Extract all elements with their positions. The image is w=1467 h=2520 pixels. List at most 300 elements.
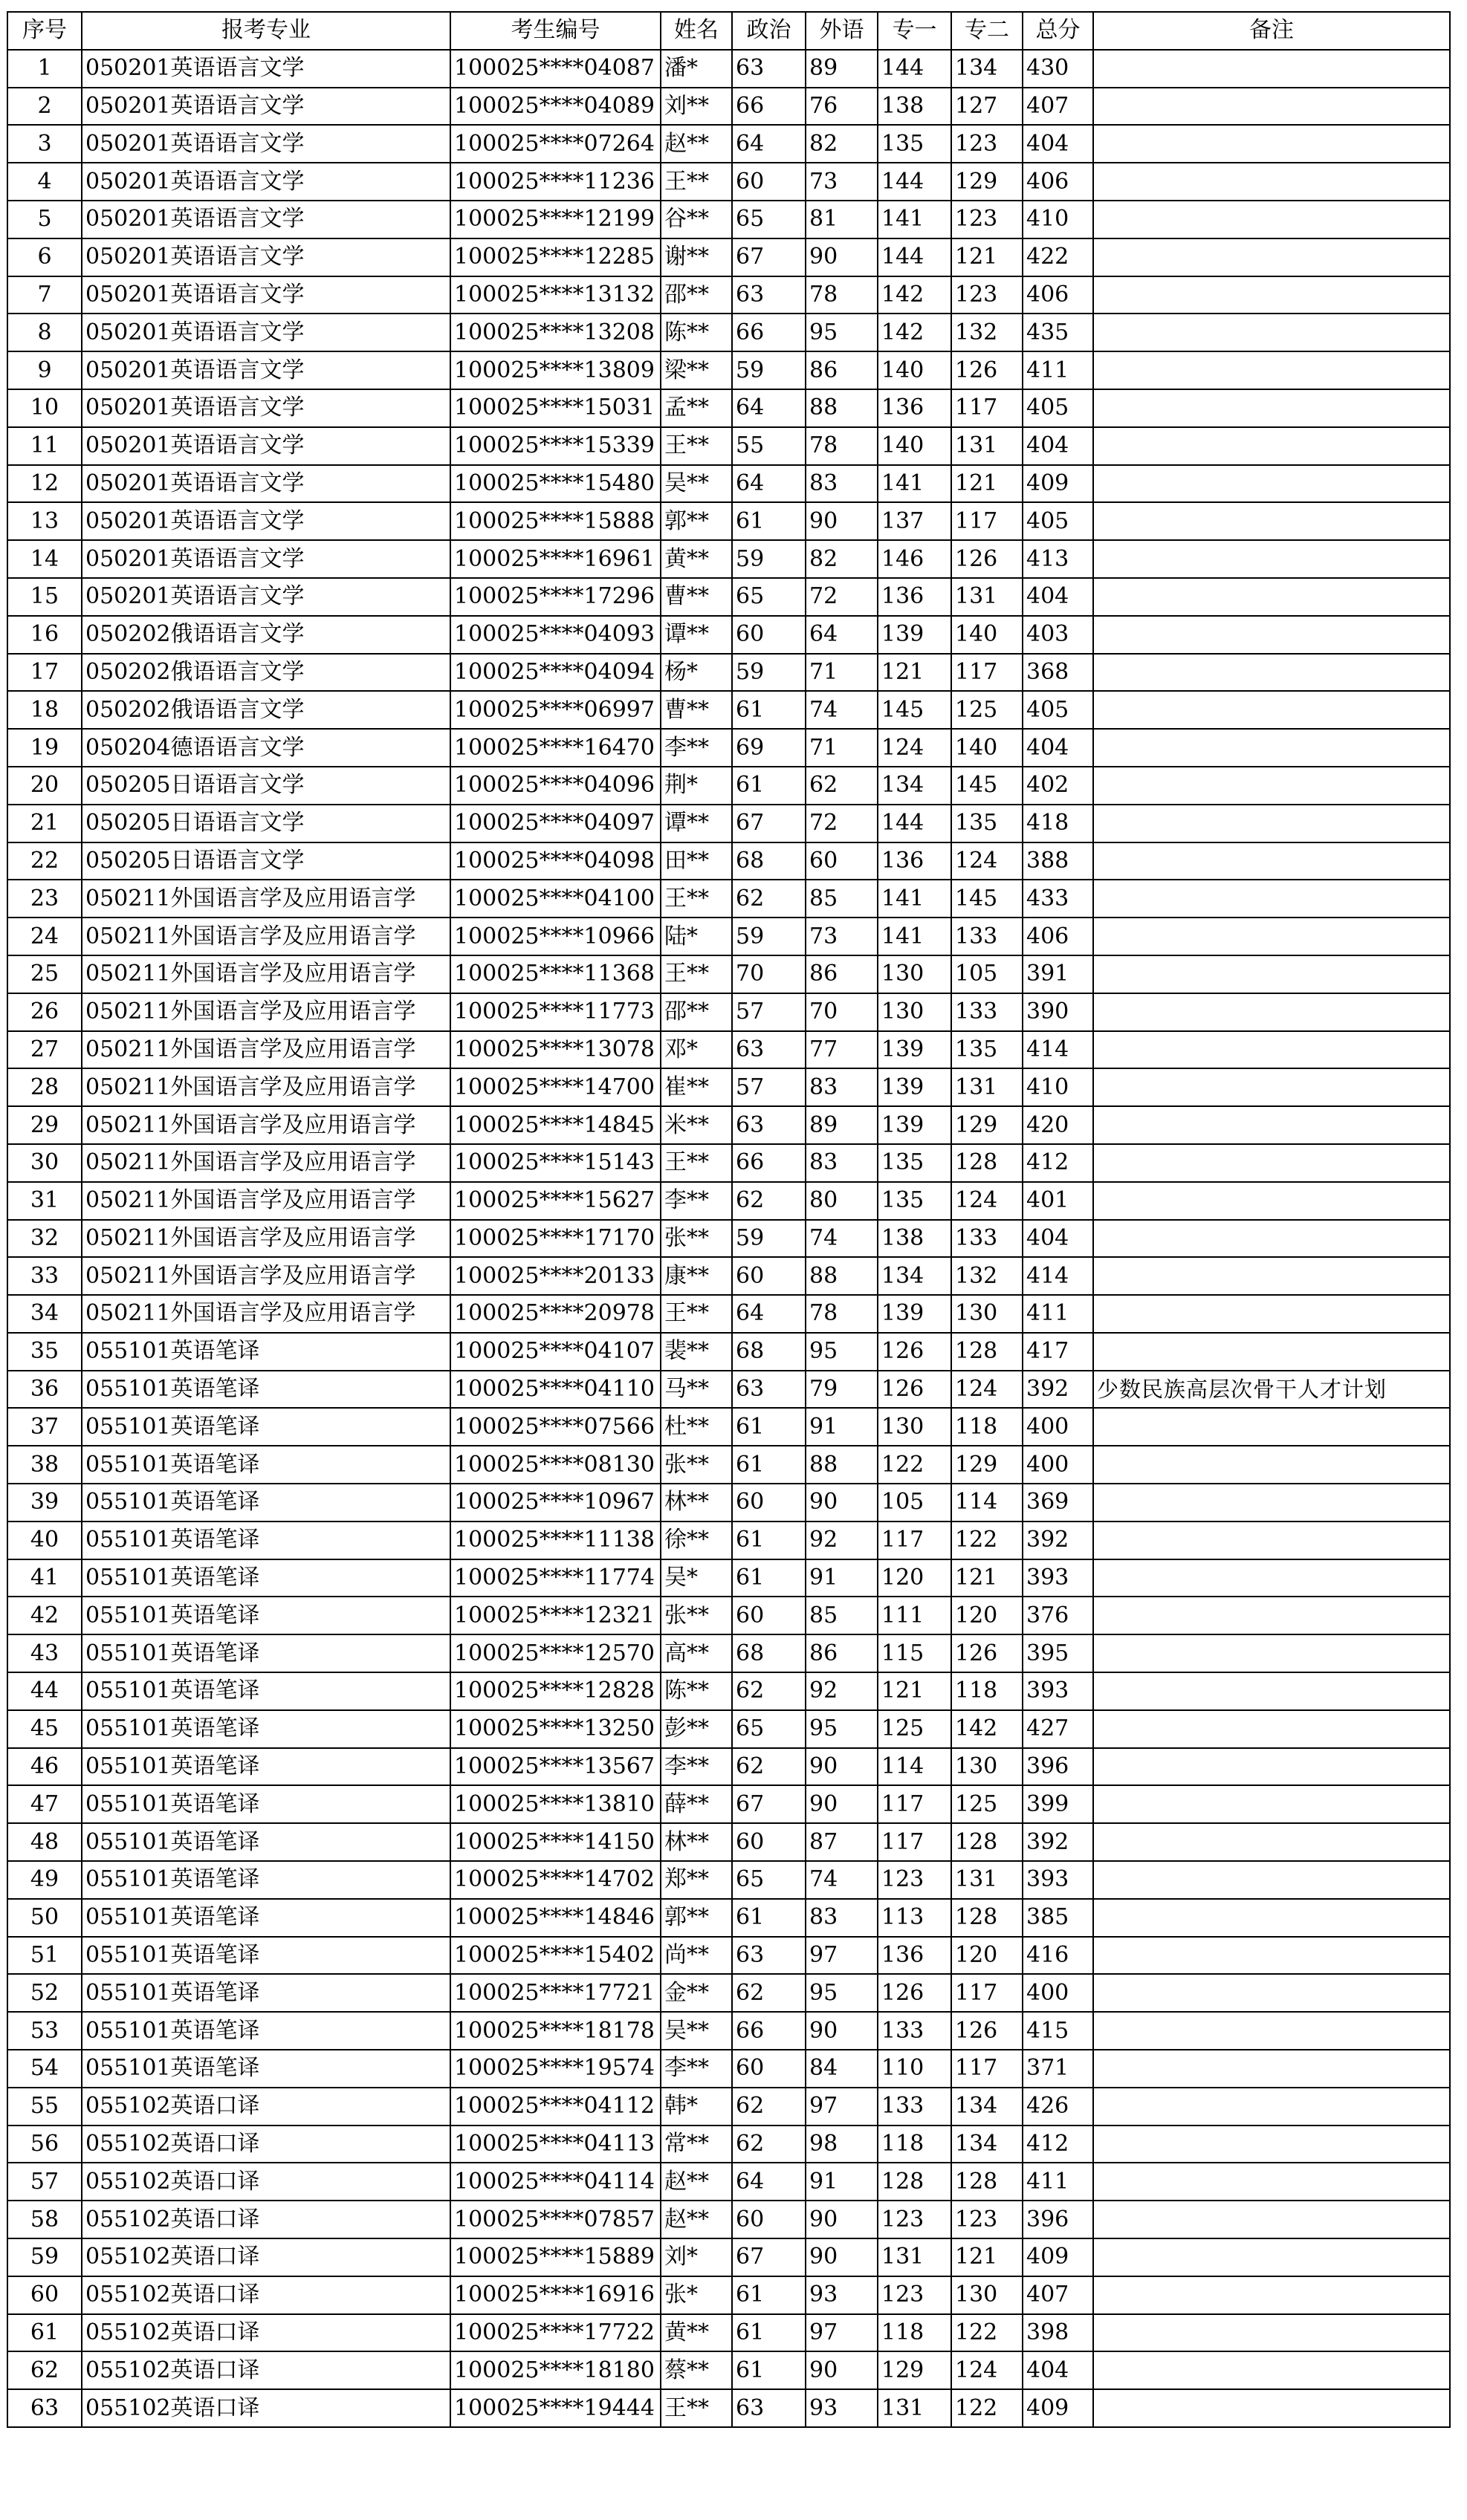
cell-exam-id: 100025****12199 — [450, 201, 661, 238]
table-row — [7, 654, 1450, 692]
cell-total: 413 — [1023, 540, 1093, 578]
cell-name: 陆* — [661, 918, 732, 955]
cell-major: 055101英语笔译 — [82, 1672, 450, 1710]
cell-politics: 60 — [732, 1597, 806, 1634]
cell-exam-id: 100025****12570 — [450, 1634, 661, 1672]
table-row — [7, 880, 1450, 918]
cell-seq: 27 — [7, 1031, 82, 1069]
cell-exam-id: 100025****04096 — [450, 767, 661, 805]
table-row — [7, 163, 1450, 201]
cell-total: 376 — [1023, 1597, 1093, 1634]
table-row — [7, 1559, 1450, 1597]
table-row — [7, 2126, 1450, 2163]
cell-subject-2: 125 — [951, 1785, 1023, 1823]
cell-exam-id: 100025****11138 — [450, 1522, 661, 1559]
cell-subject-2: 140 — [951, 616, 1023, 654]
cell-subject-1: 114 — [878, 1748, 951, 1786]
cell-total: 422 — [1023, 238, 1093, 276]
cell-foreign-language: 72 — [806, 805, 878, 842]
cell-seq: 8 — [7, 314, 82, 351]
cell-name: 黄** — [661, 540, 732, 578]
cell-foreign-language: 90 — [806, 2351, 878, 2389]
cell-politics: 61 — [732, 1408, 806, 1446]
cell-total: 409 — [1023, 465, 1093, 503]
cell-name: 薛** — [661, 1785, 732, 1823]
cell-foreign-language: 72 — [806, 578, 878, 616]
cell-seq: 43 — [7, 1634, 82, 1672]
cell-total: 392 — [1023, 1371, 1093, 1409]
cell-seq: 63 — [7, 2389, 82, 2427]
cell-politics: 60 — [732, 1484, 806, 1522]
cell-foreign-language: 76 — [806, 88, 878, 126]
cell-exam-id: 100025****15480 — [450, 465, 661, 503]
cell-remarks — [1093, 1031, 1450, 1069]
cell-subject-1: 125 — [878, 1710, 951, 1748]
table-row — [7, 1295, 1450, 1333]
cell-name: 康** — [661, 1257, 732, 1295]
cell-foreign-language: 95 — [806, 1333, 878, 1371]
cell-politics: 63 — [732, 2389, 806, 2427]
cell-major: 055102英语口译 — [82, 2314, 450, 2352]
cell-foreign-language: 90 — [806, 1748, 878, 1786]
table-row — [7, 2314, 1450, 2352]
cell-foreign-language: 86 — [806, 351, 878, 389]
cell-name: 吴** — [661, 2012, 732, 2050]
cell-total: 393 — [1023, 1861, 1093, 1899]
cell-remarks — [1093, 1257, 1450, 1295]
cell-subject-2: 130 — [951, 2276, 1023, 2314]
admission-score-table — [7, 11, 1451, 2428]
cell-exam-id: 100025****04098 — [450, 842, 661, 880]
cell-subject-1: 120 — [878, 1559, 951, 1597]
cell-subject-1: 117 — [878, 1823, 951, 1861]
cell-exam-id: 100025****11773 — [450, 993, 661, 1031]
cell-exam-id: 100025****08130 — [450, 1446, 661, 1484]
cell-name: 杨* — [661, 654, 732, 692]
cell-remarks — [1093, 1144, 1450, 1182]
table-row — [7, 465, 1450, 503]
cell-remarks — [1093, 125, 1450, 163]
cell-remarks — [1093, 1220, 1450, 1258]
cell-subject-2: 120 — [951, 1597, 1023, 1634]
cell-name: 马** — [661, 1371, 732, 1409]
table-row — [7, 616, 1450, 654]
cell-remarks — [1093, 1861, 1450, 1899]
cell-major: 055101英语笔译 — [82, 1748, 450, 1786]
cell-foreign-language: 91 — [806, 2163, 878, 2201]
cell-foreign-language: 85 — [806, 880, 878, 918]
cell-subject-1: 123 — [878, 1861, 951, 1899]
cell-major: 050201英语语言文学 — [82, 163, 450, 201]
cell-remarks — [1093, 2126, 1450, 2163]
cell-major: 055101英语笔译 — [82, 2012, 450, 2050]
table-row — [7, 1446, 1450, 1484]
cell-subject-2: 114 — [951, 1484, 1023, 1522]
cell-name: 金** — [661, 1974, 732, 2012]
cell-subject-2: 134 — [951, 50, 1023, 88]
cell-major: 050202俄语语言文学 — [82, 616, 450, 654]
table-row — [7, 427, 1450, 465]
cell-name: 梁** — [661, 351, 732, 389]
cell-total: 404 — [1023, 427, 1093, 465]
cell-subject-2: 126 — [951, 1634, 1023, 1672]
cell-major: 050211外国语言学及应用语言学 — [82, 1106, 450, 1144]
cell-name: 田** — [661, 842, 732, 880]
cell-subject-2: 128 — [951, 2163, 1023, 2201]
cell-subject-1: 126 — [878, 1371, 951, 1409]
cell-exam-id: 100025****04089 — [450, 88, 661, 126]
cell-subject-2: 131 — [951, 427, 1023, 465]
cell-foreign-language: 92 — [806, 1672, 878, 1710]
cell-subject-2: 132 — [951, 314, 1023, 351]
cell-total: 404 — [1023, 1220, 1093, 1258]
table-row — [7, 1257, 1450, 1295]
cell-subject-2: 126 — [951, 351, 1023, 389]
cell-foreign-language: 88 — [806, 1257, 878, 1295]
cell-exam-id: 100025****15031 — [450, 389, 661, 427]
cell-seq: 28 — [7, 1068, 82, 1106]
cell-major: 055101英语笔译 — [82, 2050, 450, 2088]
cell-subject-2: 117 — [951, 502, 1023, 540]
cell-seq: 23 — [7, 880, 82, 918]
cell-total: 385 — [1023, 1899, 1093, 1937]
cell-remarks — [1093, 1634, 1450, 1672]
cell-name: 潘* — [661, 50, 732, 88]
cell-name: 崔** — [661, 1068, 732, 1106]
cell-major: 050201英语语言文学 — [82, 427, 450, 465]
cell-politics: 59 — [732, 1220, 806, 1258]
cell-foreign-language: 71 — [806, 654, 878, 692]
cell-foreign-language: 78 — [806, 276, 878, 314]
table-row — [7, 1861, 1450, 1899]
cell-name: 孟** — [661, 389, 732, 427]
cell-major: 050202俄语语言文学 — [82, 654, 450, 692]
cell-total: 435 — [1023, 314, 1093, 351]
cell-exam-id: 100025****13250 — [450, 1710, 661, 1748]
cell-name: 王** — [661, 880, 732, 918]
table-row — [7, 2351, 1450, 2389]
cell-subject-2: 123 — [951, 125, 1023, 163]
cell-subject-2: 121 — [951, 465, 1023, 503]
cell-subject-2: 117 — [951, 654, 1023, 692]
cell-subject-2: 131 — [951, 578, 1023, 616]
cell-remarks — [1093, 805, 1450, 842]
cell-foreign-language: 74 — [806, 1861, 878, 1899]
cell-seq: 55 — [7, 2088, 82, 2126]
table-row — [7, 578, 1450, 616]
cell-subject-1: 139 — [878, 1106, 951, 1144]
cell-total: 395 — [1023, 1634, 1093, 1672]
cell-politics: 59 — [732, 351, 806, 389]
cell-foreign-language: 93 — [806, 2389, 878, 2427]
cell-subject-2: 121 — [951, 238, 1023, 276]
cell-politics: 61 — [732, 2351, 806, 2389]
cell-seq: 4 — [7, 163, 82, 201]
cell-foreign-language: 90 — [806, 2238, 878, 2276]
cell-total: 388 — [1023, 842, 1093, 880]
cell-politics: 57 — [732, 993, 806, 1031]
cell-remarks — [1093, 502, 1450, 540]
cell-name: 林** — [661, 1823, 732, 1861]
cell-seq: 40 — [7, 1522, 82, 1559]
cell-name: 张** — [661, 1446, 732, 1484]
cell-foreign-language: 90 — [806, 238, 878, 276]
cell-subject-2: 122 — [951, 2389, 1023, 2427]
cell-seq: 22 — [7, 842, 82, 880]
cell-foreign-language: 81 — [806, 201, 878, 238]
cell-total: 409 — [1023, 2238, 1093, 2276]
cell-name: 蔡** — [661, 2351, 732, 2389]
cell-exam-id: 100025****15888 — [450, 502, 661, 540]
cell-subject-1: 142 — [878, 276, 951, 314]
cell-seq: 51 — [7, 1937, 82, 1975]
cell-politics: 62 — [732, 1748, 806, 1786]
cell-name: 韩* — [661, 2088, 732, 2126]
cell-major: 050211外国语言学及应用语言学 — [82, 993, 450, 1031]
cell-total: 410 — [1023, 1068, 1093, 1106]
cell-subject-1: 133 — [878, 2088, 951, 2126]
cell-seq: 24 — [7, 918, 82, 955]
cell-subject-2: 128 — [951, 1144, 1023, 1182]
table-row — [7, 502, 1450, 540]
cell-foreign-language: 78 — [806, 1295, 878, 1333]
cell-seq: 42 — [7, 1597, 82, 1634]
table-row — [7, 276, 1450, 314]
cell-exam-id: 100025****04100 — [450, 880, 661, 918]
cell-name: 荆* — [661, 767, 732, 805]
cell-name: 刘** — [661, 88, 732, 126]
cell-name: 常** — [661, 2126, 732, 2163]
cell-politics: 62 — [732, 1974, 806, 2012]
cell-foreign-language: 64 — [806, 616, 878, 654]
cell-foreign-language: 95 — [806, 1974, 878, 2012]
cell-name: 杜** — [661, 1408, 732, 1446]
table-row — [7, 955, 1450, 993]
cell-exam-id: 100025****04114 — [450, 2163, 661, 2201]
cell-politics: 62 — [732, 1672, 806, 1710]
cell-name: 谷** — [661, 201, 732, 238]
cell-name: 郭** — [661, 502, 732, 540]
cell-total: 412 — [1023, 2126, 1093, 2163]
cell-subject-1: 134 — [878, 767, 951, 805]
header-foreign-language: 外语 — [806, 12, 878, 50]
cell-subject-1: 117 — [878, 1785, 951, 1823]
cell-name: 吴** — [661, 465, 732, 503]
cell-politics: 66 — [732, 88, 806, 126]
cell-remarks — [1093, 540, 1450, 578]
cell-foreign-language: 83 — [806, 1068, 878, 1106]
table-row — [7, 1484, 1450, 1522]
cell-subject-1: 124 — [878, 729, 951, 767]
cell-seq: 35 — [7, 1333, 82, 1371]
cell-remarks — [1093, 2088, 1450, 2126]
cell-exam-id: 100025****12828 — [450, 1672, 661, 1710]
cell-politics: 61 — [732, 1899, 806, 1937]
cell-seq: 61 — [7, 2314, 82, 2352]
cell-remarks — [1093, 1522, 1450, 1559]
header-politics: 政治 — [732, 12, 806, 50]
cell-remarks — [1093, 1748, 1450, 1786]
cell-politics: 57 — [732, 1068, 806, 1106]
cell-exam-id: 100025****17296 — [450, 578, 661, 616]
cell-name: 王** — [661, 427, 732, 465]
cell-subject-1: 111 — [878, 1597, 951, 1634]
cell-foreign-language: 74 — [806, 691, 878, 729]
cell-politics: 61 — [732, 767, 806, 805]
cell-exam-id: 100025****06997 — [450, 691, 661, 729]
cell-seq: 46 — [7, 1748, 82, 1786]
cell-subject-1: 135 — [878, 1144, 951, 1182]
cell-seq: 62 — [7, 2351, 82, 2389]
cell-foreign-language: 88 — [806, 389, 878, 427]
cell-exam-id: 100025****17721 — [450, 1974, 661, 2012]
header-remarks: 备注 — [1093, 12, 1450, 50]
cell-exam-id: 100025****11368 — [450, 955, 661, 993]
cell-subject-2: 117 — [951, 1974, 1023, 2012]
cell-remarks — [1093, 918, 1450, 955]
cell-total: 396 — [1023, 1748, 1093, 1786]
cell-remarks — [1093, 1295, 1450, 1333]
cell-major: 050211外国语言学及应用语言学 — [82, 1220, 450, 1258]
table-row — [7, 1182, 1450, 1220]
cell-politics: 62 — [732, 2088, 806, 2126]
cell-total: 404 — [1023, 578, 1093, 616]
cell-exam-id: 100025****11774 — [450, 1559, 661, 1597]
cell-politics: 65 — [732, 578, 806, 616]
cell-politics: 68 — [732, 1634, 806, 1672]
cell-exam-id: 100025****14846 — [450, 1899, 661, 1937]
cell-seq: 19 — [7, 729, 82, 767]
cell-total: 400 — [1023, 1974, 1093, 2012]
cell-seq: 15 — [7, 578, 82, 616]
cell-major: 050205日语语言文学 — [82, 767, 450, 805]
cell-foreign-language: 90 — [806, 502, 878, 540]
cell-exam-id: 100025****16470 — [450, 729, 661, 767]
cell-total: 416 — [1023, 1937, 1093, 1975]
table-row — [7, 1522, 1450, 1559]
cell-remarks — [1093, 163, 1450, 201]
cell-remarks — [1093, 1785, 1450, 1823]
cell-politics: 67 — [732, 1785, 806, 1823]
table-row — [7, 1937, 1450, 1975]
cell-subject-2: 129 — [951, 1106, 1023, 1144]
cell-seq: 59 — [7, 2238, 82, 2276]
cell-name: 尚** — [661, 1937, 732, 1975]
table-row — [7, 125, 1450, 163]
cell-exam-id: 100025****15889 — [450, 2238, 661, 2276]
cell-exam-id: 100025****10967 — [450, 1484, 661, 1522]
cell-name: 张** — [661, 1220, 732, 1258]
cell-total: 407 — [1023, 88, 1093, 126]
table-row — [7, 993, 1450, 1031]
cell-foreign-language: 83 — [806, 1899, 878, 1937]
cell-major: 050201英语语言文学 — [82, 314, 450, 351]
cell-name: 王** — [661, 1144, 732, 1182]
cell-subject-1: 144 — [878, 238, 951, 276]
cell-politics: 60 — [732, 2201, 806, 2238]
table-row — [7, 1068, 1450, 1106]
cell-remarks — [1093, 842, 1450, 880]
cell-subject-2: 127 — [951, 88, 1023, 126]
cell-foreign-language: 87 — [806, 1823, 878, 1861]
cell-major: 050211外国语言学及应用语言学 — [82, 1068, 450, 1106]
cell-foreign-language: 71 — [806, 729, 878, 767]
cell-foreign-language: 88 — [806, 1446, 878, 1484]
cell-total: 411 — [1023, 2163, 1093, 2201]
cell-total: 398 — [1023, 2314, 1093, 2352]
cell-remarks — [1093, 729, 1450, 767]
cell-seq: 56 — [7, 2126, 82, 2163]
cell-foreign-language: 84 — [806, 2050, 878, 2088]
table-row — [7, 2389, 1450, 2427]
cell-major: 050201英语语言文学 — [82, 125, 450, 163]
cell-name: 郑** — [661, 1861, 732, 1899]
table-row — [7, 2163, 1450, 2201]
cell-remarks — [1093, 2050, 1450, 2088]
cell-exam-id: 100025****04094 — [450, 654, 661, 692]
table-row — [7, 1031, 1450, 1069]
cell-name: 张** — [661, 1597, 732, 1634]
cell-seq: 5 — [7, 201, 82, 238]
cell-subject-2: 134 — [951, 2088, 1023, 2126]
cell-seq: 34 — [7, 1295, 82, 1333]
cell-subject-2: 129 — [951, 163, 1023, 201]
cell-subject-2: 117 — [951, 389, 1023, 427]
cell-exam-id: 100025****13810 — [450, 1785, 661, 1823]
cell-major: 050201英语语言文学 — [82, 276, 450, 314]
cell-seq: 21 — [7, 805, 82, 842]
cell-major: 055101英语笔译 — [82, 1974, 450, 2012]
cell-seq: 57 — [7, 2163, 82, 2201]
cell-remarks — [1093, 50, 1450, 88]
cell-subject-2: 140 — [951, 729, 1023, 767]
cell-politics: 69 — [732, 729, 806, 767]
cell-seq: 41 — [7, 1559, 82, 1597]
cell-major: 050211外国语言学及应用语言学 — [82, 1295, 450, 1333]
cell-subject-2: 118 — [951, 1408, 1023, 1446]
cell-politics: 59 — [732, 654, 806, 692]
cell-remarks — [1093, 238, 1450, 276]
table-row — [7, 1899, 1450, 1937]
cell-total: 401 — [1023, 1182, 1093, 1220]
cell-exam-id: 100025****18178 — [450, 2012, 661, 2050]
cell-foreign-language: 82 — [806, 125, 878, 163]
cell-exam-id: 100025****10966 — [450, 918, 661, 955]
cell-subject-2: 123 — [951, 276, 1023, 314]
cell-name: 吴* — [661, 1559, 732, 1597]
cell-major: 055101英语笔译 — [82, 1484, 450, 1522]
cell-exam-id: 100025****11236 — [450, 163, 661, 201]
cell-subject-1: 126 — [878, 1333, 951, 1371]
cell-name: 邓* — [661, 1031, 732, 1069]
cell-remarks — [1093, 1333, 1450, 1371]
cell-name: 邵** — [661, 276, 732, 314]
cell-name: 王** — [661, 1295, 732, 1333]
cell-subject-1: 123 — [878, 2201, 951, 2238]
cell-total: 404 — [1023, 2351, 1093, 2389]
cell-subject-2: 132 — [951, 1257, 1023, 1295]
cell-exam-id: 100025****17170 — [450, 1220, 661, 1258]
cell-name: 陈** — [661, 1672, 732, 1710]
cell-exam-id: 100025****04107 — [450, 1333, 661, 1371]
cell-politics: 67 — [732, 2238, 806, 2276]
cell-foreign-language: 91 — [806, 1408, 878, 1446]
cell-subject-1: 118 — [878, 2314, 951, 2352]
cell-total: 404 — [1023, 729, 1093, 767]
cell-exam-id: 100025****07264 — [450, 125, 661, 163]
cell-name: 曹** — [661, 691, 732, 729]
cell-major: 055101英语笔译 — [82, 1634, 450, 1672]
